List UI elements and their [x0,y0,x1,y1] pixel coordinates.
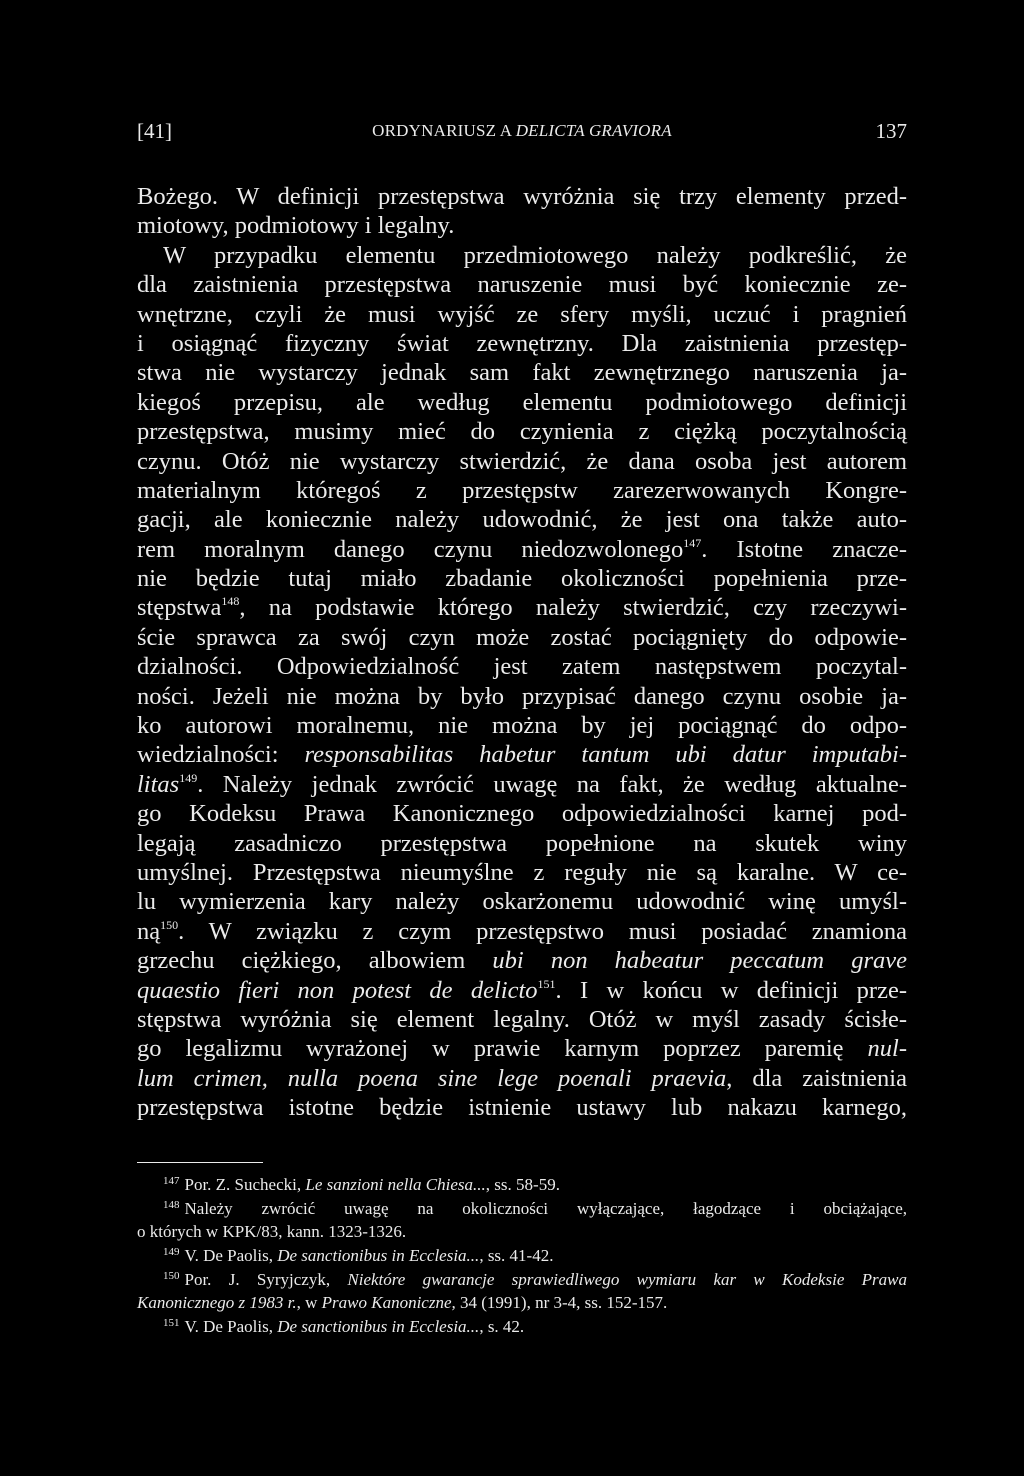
text-line: czynu. Otóż nie wystarczy stwierdzić, że dana osoba jest autorem [137,447,907,475]
footnote-151: $^{151}$ V. De Paolis, De sanctionibus in Ecclesia..., s. 42. [163,1317,525,1337]
text-line: legają zasadniczo przestępstwa popełnione na skutek winy [137,829,907,857]
text-line: przestępstwa istotne będzie istnienie ustawy lub nakazu karnego, [137,1094,907,1122]
page-number: 137 [875,119,907,143]
text-line: grzechu ciężkiego, albowiem ubi non habeatur peccatum grave [137,947,907,975]
footnote-separator [137,1162,263,1163]
footnote-ref: 148 [221,594,240,609]
footnote-ref: 147 [683,535,702,550]
footnote-150: $^{150}$ Por. J. Syryjczyk, Niektóre gwarancje sprawiedliwego wymiaru kar w Kodeksie Prawa [163,1269,907,1289]
text-line: ko autorowi moralnemu, nie można by jej pociągnąć do odpo- [137,712,907,740]
running-head [137,116,907,146]
text-line: wiedzialności: responsabilitas habetur tantum ubi datur imputabi- [137,741,907,769]
text-line: W przypadku elementu przedmiotowego należy podkreślić, że [163,241,907,269]
footnotes [137,1173,907,1339]
text-line: lu wymierzenia kary należy oskarżonemu udowodnić winę umyśl- [137,888,907,916]
text-line: i osiągnąć fizyczny świat zewnętrzny. Dla zaistnienia przestęp- [137,329,907,357]
text-line: nie będzie tutaj miało zbadanie okoliczności popełnienia prze- [137,565,907,593]
text-line: przestępstwa, musimy mieć do czynienia z ciężką poczytalnością [137,418,907,446]
footnote-150-cont: Kanonicznego z 1983 r., w Prawo Kanoniczne, 34 (1991), nr 3-4, ss. 152-157. [137,1293,668,1313]
text-line: quaestio fieri non potest de delicto$^{151}$. I w końcu w definicji prze- [137,976,907,1004]
text-line: go Kodeksu Prawa Kanonicznego odpowiedzialności karnej pod- [137,800,907,828]
text-line: kiegoś przepisu, ale według elementu podmiotowego definicji [137,388,907,416]
text-line: $ną^{150}$. W związku z czym przestępstwo musi posiadać znamiona [137,917,907,945]
text-line: stwa nie wystarczy jednak sam fakt zewnętrznego naruszenia ja- [137,359,907,387]
footnote-ref: 151 [537,976,556,991]
footnote-149: $^{149}$ V. De Paolis, De sanctionibus in Ecclesia..., ss. 41-42. [163,1246,554,1266]
footnote-148-cont: o których w KPK/83, kann. 1323-1326. [137,1222,407,1242]
text-line: gacji, ale koniecznie należy udowodnić, że jest ona także auto- [137,506,907,534]
text-line: rem moralnym danego czynu niedozwolonego$^{147}$. Istotne znacze- [137,535,907,563]
footnote-147: $^{147}$ Por. Z. Suchecki, Le sanzioni nella Chiesa..., ss. 58-59. [163,1175,560,1194]
text-line: materialnym któregoś z przestępstw zarezerwowanych Kongre- [137,476,907,504]
text-line: dzialności. Odpowiedzialność jest zatem następstwem poczytal- [137,653,907,681]
footnote-ref: 149 [179,770,198,785]
text-line: ności. Jeżeli nie można by było przypisać danego czynu osobie ja- [137,682,907,710]
body-text [137,182,907,1123]
text-line: Bożego. W definicji przestępstwa wyróżnia się trzy elementy przed- [137,183,907,210]
footnote-ref: 150 [160,917,179,932]
footnote-148: $^{148}$ Należy zwrócić uwagę na okoliczności wyłączające, łagodzące i obciążające, [163,1198,907,1218]
text-line: ście sprawca za swój czyn może zostać pociągnięty do odpowie- [137,623,907,651]
text-line: litas$^{149}$. Należy jednak zwrócić uwagę na fakt, że według aktualne- [137,770,907,798]
text-line: miotowy, podmiotowy i legalny. [137,212,455,240]
text-line: go legalizmu wyrażonej w prawie karnym poprzez paremię nul- [137,1035,907,1063]
text-line: wnętrzne, czyli że musi wyjść ze sfery myśli, uczuć i pragnień [137,300,907,328]
text-line: umyślnej. Przestępstwa nieumyślne z reguły nie są karalne. W ce- [137,858,907,886]
text-line: stępstwa wyróżnia się element legalny. Otóż w myśl zasady ścisłe- [137,1005,907,1033]
text-line: stępstwa$^{148}$, na podstawie którego należy stwierdzić, czy rzeczywi- [137,594,907,622]
section-number: [41] [137,119,172,143]
text-line: lum crimen, nulla poena sine lege poenali praevia, dla zaistnienia [137,1064,907,1092]
running-title: ORDYNARIUSZ A DELICTA GRAVIORA [372,121,672,140]
text-line: dla zaistnienia przestępstwa naruszenie musi być koniecznie ze- [137,271,907,299]
